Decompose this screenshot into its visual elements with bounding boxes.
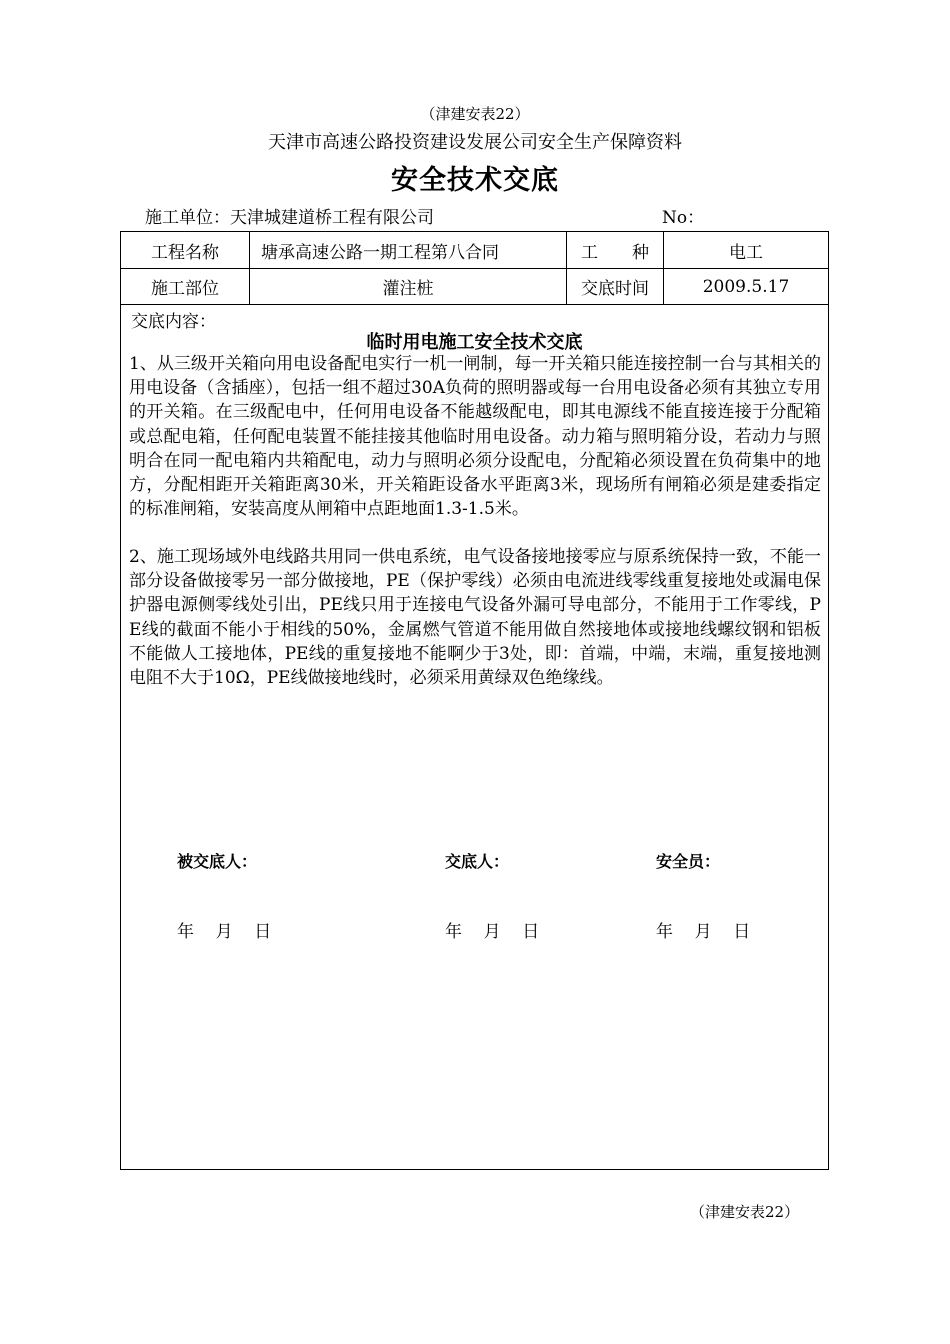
table-row-part	[121, 269, 828, 305]
content-paragraph-1: 1、从三级开关箱向用电设备配电实行一机一闸制，每一开关箱只能连接控制一台与其相关的用电设备（含插座），包括一组不超过30A负荷的照明器或每一台用电设备必须有其独立专用的开关箱。在三级配电中，任何用电设备不能越级配电，即其电源线不能直接连接于分配箱或总配电箱，任何配电装置不能挂接其他临时用电设备。动力箱与照明箱分设，若动力与照明合在同一配电箱内共箱配电，动力与照明必须分设配电，分配箱必须设置在负荷集中的地方，分配相距开关箱距离30米，开关箱距设备水平距离3米，现场所有闸箱必须是建委指定的标准闸箱，安装高度从闸箱中点距地面1.3-1.5米。	[129, 354, 821, 520]
trade-value: 电工	[729, 242, 763, 263]
giver-date: 年 月 日	[445, 922, 540, 942]
content-title: 临时用电施工安全技术交底	[366, 332, 583, 353]
table-row-project	[121, 232, 828, 269]
safety-officer-date: 年 月 日	[656, 922, 751, 942]
safety-officer-signature-label: 安全员：	[656, 852, 721, 871]
receiver-date: 年 月 日	[177, 922, 272, 942]
construction-part-value: 灌注桩	[250, 269, 567, 304]
briefing-form-table	[120, 231, 829, 1170]
briefing-time-label: 交底时间	[567, 269, 664, 304]
trade-label: 工 种	[567, 232, 664, 268]
project-name-value: 塘承高速公路一期工程第八合同	[250, 232, 567, 268]
construction-unit-line	[145, 203, 434, 228]
content-paragraph-2: 2、施工现场域外电线路共用同一供电系统，电气设备接地接零应与原系统保持一致，不能一部分设备做接零另一部分做接地，PE（保护零线）必须由电流进线零线重复接地处或漏电保护器电源侧零线处引出，PE线只用于连接电气设备外漏可导电部分，不能用于工作零线，PE线的截面不能小于相线的50%，金属燃气管道不能用做自然接地体或接地线螺纹钢和铝板不能做人工接地体，PE线的重复接地不能啊少于3处，即：首端，中端，末端，重复接地测电阻不大于10Ω，PE线做接地线时，必须采用黄绿双色绝缘线。	[129, 547, 821, 689]
form-code-bottom: （津建安表22）	[690, 1203, 800, 1221]
construction-part-label: 施工部位	[121, 269, 250, 304]
organization-name: 天津市高速公路投资建设发展公司安全生产保障资料	[268, 132, 682, 153]
giver-signature-label: 交底人：	[445, 852, 510, 871]
document-number-label: No：	[662, 208, 705, 228]
receiver-signature-label: 被交底人：	[177, 852, 258, 871]
project-name-label: 工程名称	[121, 232, 250, 268]
construction-unit-value: 天津城建道桥工程有限公司	[230, 208, 434, 228]
briefing-time-value: 2009.5.17	[702, 276, 790, 297]
content-label: 交底内容：	[131, 312, 216, 332]
construction-unit-label: 施工单位：	[145, 208, 230, 228]
document-title: 安全技术交底	[391, 165, 559, 196]
form-code-top: （津建安表22）	[420, 105, 530, 123]
